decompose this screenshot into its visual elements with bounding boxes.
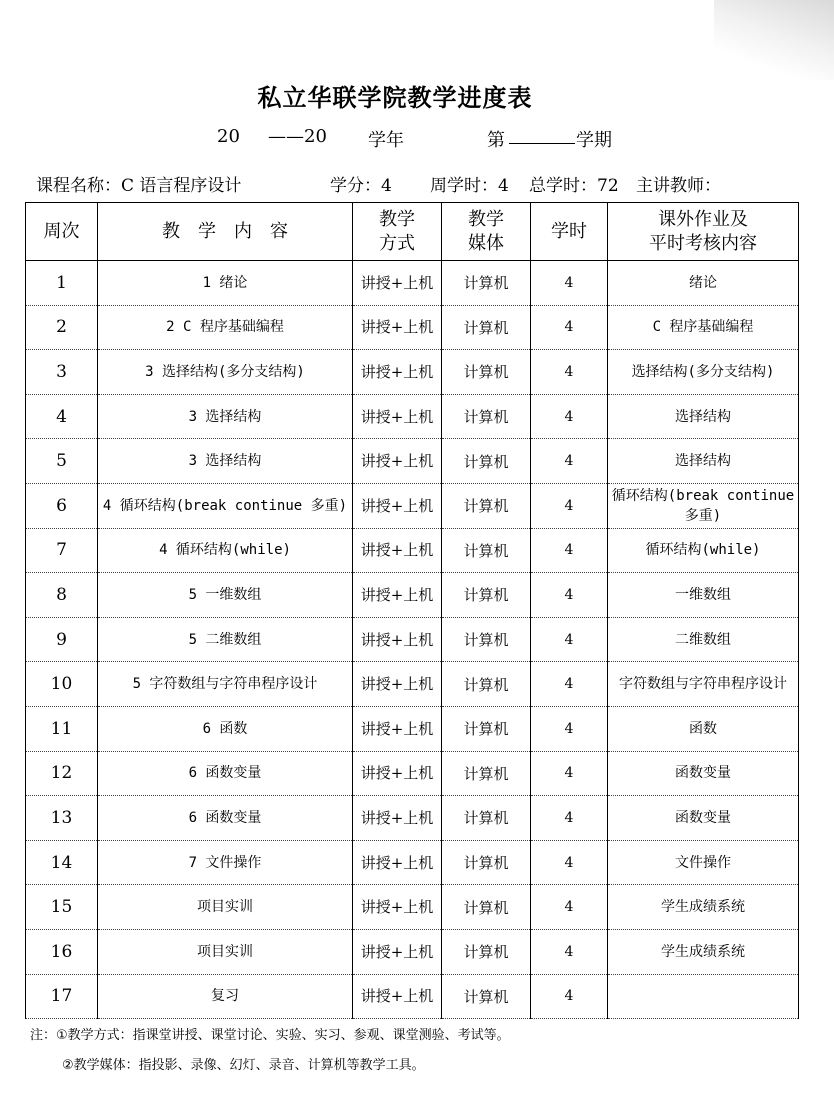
table-row [26, 483, 799, 528]
term-suffix: 学期 [576, 130, 612, 151]
row-method: 讲授+上机 [353, 573, 442, 618]
row-week: 2 [26, 305, 98, 350]
total-hours: 总学时：72 [529, 176, 619, 196]
row-homework: 学生成绩系统 [608, 885, 799, 930]
row-content: 4 循环结构(break continue 多重) [98, 483, 353, 528]
row-week: 11 [26, 706, 98, 751]
row-media: 计算机 [442, 885, 531, 930]
row-method: 讲授+上机 [353, 617, 442, 662]
table-row [26, 439, 799, 484]
row-week: 12 [26, 751, 98, 796]
row-week: 7 [26, 528, 98, 573]
table-row [26, 528, 799, 573]
row-hours: 4 [531, 929, 608, 974]
row-hours: 4 [531, 885, 608, 930]
document-title: 私立华联学院教学进度表 [257, 83, 533, 112]
row-hours: 4 [531, 796, 608, 841]
row-method: 讲授+上机 [353, 885, 442, 930]
header-media-line1: 教学 [468, 208, 504, 230]
year-label: 学年 [368, 130, 404, 151]
year-start: 20 [217, 126, 240, 147]
table-row [26, 350, 799, 395]
row-homework: 选择结构 [608, 394, 799, 439]
page-corner-shadow [714, 0, 834, 80]
header-week: 周次 [26, 203, 98, 261]
row-media: 计算机 [442, 394, 531, 439]
table-row [26, 885, 799, 930]
row-content: 6 函数变量 [98, 751, 353, 796]
table-row [26, 751, 799, 796]
row-homework: 文件操作 [608, 840, 799, 885]
row-hours: 4 [531, 706, 608, 751]
row-content: 复习 [98, 974, 353, 1019]
row-week: 14 [26, 840, 98, 885]
row-homework: 函数变量 [608, 796, 799, 841]
course-info-line [0, 171, 834, 195]
row-content: 6 函数 [98, 706, 353, 751]
row-hours: 4 [531, 394, 608, 439]
header-media [442, 203, 531, 261]
row-method: 讲授+上机 [353, 439, 442, 484]
table-row [26, 662, 799, 707]
row-media: 计算机 [442, 929, 531, 974]
row-method: 讲授+上机 [353, 840, 442, 885]
row-homework: 选择结构 [608, 439, 799, 484]
row-homework: 函数变量 [608, 751, 799, 796]
note-teaching-media: ②教学媒体：指投影、录像、幻灯、录音、计算机等教学工具。 [62, 1058, 425, 1073]
row-method: 讲授+上机 [353, 929, 442, 974]
row-content: 1 绪论 [98, 261, 353, 306]
row-media: 计算机 [442, 751, 531, 796]
schedule-body [26, 261, 799, 1019]
row-homework: 循环结构(while) [608, 528, 799, 573]
teacher-label: 主讲教师： [636, 176, 721, 196]
row-media: 计算机 [442, 261, 531, 306]
row-method: 讲授+上机 [353, 528, 442, 573]
row-hours: 4 [531, 261, 608, 306]
row-homework: 字符数组与字符串程序设计 [608, 662, 799, 707]
row-media: 计算机 [442, 439, 531, 484]
row-content: 6 函数变量 [98, 796, 353, 841]
row-content: 2 C 程序基础编程 [98, 305, 353, 350]
table-header-row [26, 203, 799, 261]
table-row [26, 573, 799, 618]
row-method: 讲授+上机 [353, 350, 442, 395]
row-method: 讲授+上机 [353, 662, 442, 707]
header-media-line2: 媒体 [468, 232, 504, 254]
row-media: 计算机 [442, 305, 531, 350]
row-content: 7 文件操作 [98, 840, 353, 885]
row-homework: 函数 [608, 706, 799, 751]
header-method [353, 203, 442, 261]
academic-year-line [0, 126, 834, 150]
row-hours: 4 [531, 573, 608, 618]
row-hours: 4 [531, 439, 608, 484]
row-content: 3 选择结构(多分支结构) [98, 350, 353, 395]
row-method: 讲授+上机 [353, 751, 442, 796]
row-media: 计算机 [442, 573, 531, 618]
header-content: 教 学 内 容 [98, 203, 353, 261]
row-media: 计算机 [442, 483, 531, 528]
row-method: 讲授+上机 [353, 796, 442, 841]
row-week: 9 [26, 617, 98, 662]
row-homework: C 程序基础编程 [608, 305, 799, 350]
row-homework: 二维数组 [608, 617, 799, 662]
row-method: 讲授+上机 [353, 974, 442, 1019]
row-homework: 绪论 [608, 261, 799, 306]
weekly-hours: 周学时：4 [430, 176, 509, 196]
row-media: 计算机 [442, 528, 531, 573]
term-blank [509, 126, 575, 144]
table-row [26, 617, 799, 662]
row-homework: 一维数组 [608, 573, 799, 618]
row-method: 讲授+上机 [353, 483, 442, 528]
row-media: 计算机 [442, 796, 531, 841]
row-week: 6 [26, 483, 98, 528]
row-homework: 学生成绩系统 [608, 929, 799, 974]
row-week: 13 [26, 796, 98, 841]
row-media: 计算机 [442, 350, 531, 395]
course-name: 课程名称：C 语言程序设计 [36, 176, 242, 196]
row-hours: 4 [531, 528, 608, 573]
row-content: 5 二维数组 [98, 617, 353, 662]
table-row [26, 974, 799, 1019]
header-hours: 学时 [531, 203, 608, 261]
table-row [26, 706, 799, 751]
row-media: 计算机 [442, 840, 531, 885]
row-homework: 循环结构(break continue 多重) [608, 483, 799, 528]
row-hours: 4 [531, 974, 608, 1019]
header-homework-line1: 课外作业及 [658, 208, 748, 230]
table-row [26, 796, 799, 841]
table-row [26, 929, 799, 974]
row-method: 讲授+上机 [353, 394, 442, 439]
table-row [26, 840, 799, 885]
row-hours: 4 [531, 483, 608, 528]
row-week: 3 [26, 350, 98, 395]
row-hours: 4 [531, 662, 608, 707]
row-content: 5 一维数组 [98, 573, 353, 618]
row-week: 8 [26, 573, 98, 618]
row-content: 3 选择结构 [98, 439, 353, 484]
header-homework [608, 203, 799, 261]
row-content: 3 选择结构 [98, 394, 353, 439]
header-method-line1: 教学 [379, 208, 415, 230]
row-method: 讲授+上机 [353, 706, 442, 751]
table-row [26, 261, 799, 306]
note-teaching-method: 注：①教学方式：指课堂讲授、课堂讨论、实验、实习、参观、课堂测验、考试等。 [30, 1028, 510, 1043]
year-end: ——20 [268, 126, 327, 147]
row-week: 16 [26, 929, 98, 974]
row-week: 5 [26, 439, 98, 484]
row-homework: 选择结构(多分支结构) [608, 350, 799, 395]
row-hours: 4 [531, 751, 608, 796]
row-content: 项目实训 [98, 929, 353, 974]
row-week: 1 [26, 261, 98, 306]
row-method: 讲授+上机 [353, 305, 442, 350]
header-method-line2: 方式 [379, 232, 415, 254]
row-week: 17 [26, 974, 98, 1019]
row-week: 15 [26, 885, 98, 930]
row-content: 5 字符数组与字符串程序设计 [98, 662, 353, 707]
row-media: 计算机 [442, 662, 531, 707]
table-row [26, 394, 799, 439]
row-media: 计算机 [442, 617, 531, 662]
term-prefix: 第 [487, 130, 505, 151]
row-week: 4 [26, 394, 98, 439]
row-hours: 4 [531, 305, 608, 350]
row-media: 计算机 [442, 974, 531, 1019]
header-homework-line2: 平时考核内容 [649, 232, 757, 254]
row-method: 讲授+上机 [353, 261, 442, 306]
course-credits: 学分：4 [330, 176, 392, 196]
row-content: 4 循环结构(while) [98, 528, 353, 573]
row-media: 计算机 [442, 706, 531, 751]
row-week: 10 [26, 662, 98, 707]
schedule-table [25, 202, 799, 1019]
row-hours: 4 [531, 350, 608, 395]
row-homework [608, 974, 799, 1019]
row-hours: 4 [531, 617, 608, 662]
row-content: 项目实训 [98, 885, 353, 930]
table-row [26, 305, 799, 350]
row-hours: 4 [531, 840, 608, 885]
